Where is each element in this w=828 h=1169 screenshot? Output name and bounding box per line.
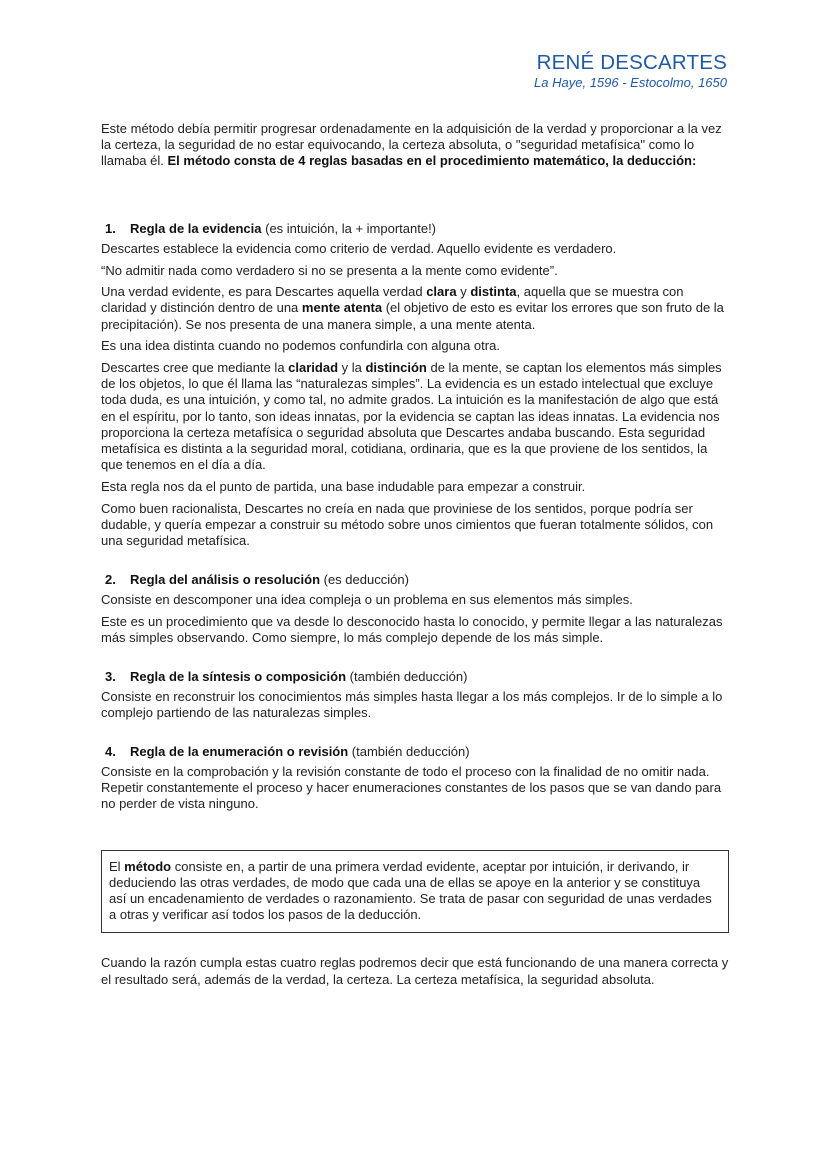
rule-1-paragraph: Descartes cree que mediante la claridad y la distinción de la mente, se captan los elementos más simples de los objetos, lo que él llama las “naturalezas simples”. La evidencia es un estado intelectual que excluye toda duda, es una intuición, y como tal, no admite grados. La intuición es la manifestación de algo que está en el espíritu, por lo tanto, son ideas innatas, por la evidencia se captan las ideas innatas. La evidencia nos proporciona la certeza metafísica o seguridad absoluta que Descartes andaba buscando. Esta seguridad metafísica es distinta a la seguridad moral, cotidiana, ordinaria, que es la que proviene de los sentidos, la que tenemos en el día a día. bbox=[101, 360, 722, 473]
rule-1-title: Regla de la evidencia bbox=[130, 220, 262, 236]
rule-3-heading: 3. Regla de la síntesis o composición (también deducción) bbox=[105, 668, 468, 684]
rule-4-note: (también deducción) bbox=[348, 743, 470, 759]
rule-2-paragraph: Consiste en descomponer una idea compleja o un problema en sus elementos más simples. bbox=[101, 591, 633, 607]
rule-1-paragraph: Es una idea distinta cuando no podemos confundirla con alguna otra. bbox=[101, 338, 500, 354]
rule-1-heading: 1. Regla de la evidencia (es intuición, la + importante!) bbox=[105, 220, 437, 236]
author-dates: La Haye, 1596 - Estocolmo, 1650 bbox=[534, 75, 727, 90]
summary-text: El método consiste en, a partir de una primera verdad evidente, aceptar por intuición, ir derivando, ir deduciendo las otras verdades, de modo que cada una de ellas se apoye en la anterior y se constituya así un encadenamiento de verdades o razonamiento. Se trata de pasar con seguridad de unas verdades a otras y verificar así todos los pasos de la deducción. bbox=[109, 858, 712, 923]
rule-1-quote: “No admitir nada como verdadero si no se presenta a la mente como evidente”. bbox=[101, 262, 558, 278]
rule-2-heading: 2. Regla del análisis o resolución (es deducción) bbox=[105, 571, 409, 587]
summary-bold: método bbox=[124, 858, 172, 874]
rule-2-title: Regla del análisis o resolución bbox=[130, 571, 321, 587]
document-body bbox=[101, 121, 729, 993]
rule-1-paragraph: Descartes establece la evidencia como criterio de verdad. Aquello evidente es verdadero. bbox=[101, 240, 617, 256]
rule-1-paragraph: Una verdad evidente, es para Descartes aquella verdad clara y distinta, aquella que se muestra con claridad y distinción dentro de una mente atenta (el objetivo de esto es evitar los errores que son fruto de la precipitación). Se nos presenta de una manera simple, a una mente atenta. bbox=[101, 284, 724, 332]
rule-3-paragraph: Consiste en reconstruir los conocimientos más simples hasta llegar a los más complejos. Ir de lo simple a lo complejo partiendo de las naturalezas simples. bbox=[101, 688, 723, 720]
rule-1-note: (es intuición, la + importante!) bbox=[261, 220, 437, 236]
intro-paragraph: Este método debía permitir progresar ordenadamente en la adquisición de la verdad y proporcionar a la vez la certeza, la seguridad de no estar equivocando, la certeza absoluta, o "seguridad metafísica" como lo llamaba él. El método consta de 4 reglas basadas en el procedimiento matemático, la deducción: bbox=[101, 121, 722, 169]
rule-1-paragraph: Como buen racionalista, Descartes no creía en nada que proviniese de los sentidos, porque podría ser dudable, y quería empezar a construir su método sobre unos cimientos que fueran totalmente sólidos, con una seguridad metafísica. bbox=[101, 500, 714, 549]
rule-1-paragraph: Esta regla nos da el punto de partida, una base indudable para empezar a construir. bbox=[101, 478, 586, 494]
rule-3-title: Regla de la síntesis o composición bbox=[130, 668, 347, 684]
author-name: RENÉ DESCARTES bbox=[536, 51, 727, 74]
page-header bbox=[534, 51, 727, 91]
closing-paragraph: Cuando la razón cumpla estas cuatro reglas podremos decir que está funcionando de una manera correcta y el resultado será, además de la verdad, la certeza. La certeza metafísica, la seguridad absoluta. bbox=[101, 955, 729, 987]
rule-4-title: Regla de la enumeración o revisión bbox=[130, 743, 349, 759]
rule-2-paragraph: Este es un procedimiento que va desde lo desconocido hasta lo conocido, y permite llegar a las naturalezas más simples observando. Como siempre, lo más complejo depende de los más simple. bbox=[101, 613, 723, 645]
intro-bold: El método consta de 4 reglas basadas en el procedimiento matemático, la deducción: bbox=[167, 153, 697, 169]
rule-4-paragraph: Consiste en la comprobación y la revisión constante de todo el proceso con la finalidad de no omitir nada. Repetir constantemente el proceso y hacer enumeraciones constantes de los pasos que se van dando para no perder de vista ninguno. bbox=[101, 763, 722, 812]
rule-3-note: (también deducción) bbox=[346, 668, 468, 684]
rule-4-heading: 4. Regla de la enumeración o revisión (también deducción) bbox=[105, 743, 470, 759]
rule-2-note: (es deducción) bbox=[320, 571, 409, 587]
summary-box bbox=[101, 850, 729, 934]
